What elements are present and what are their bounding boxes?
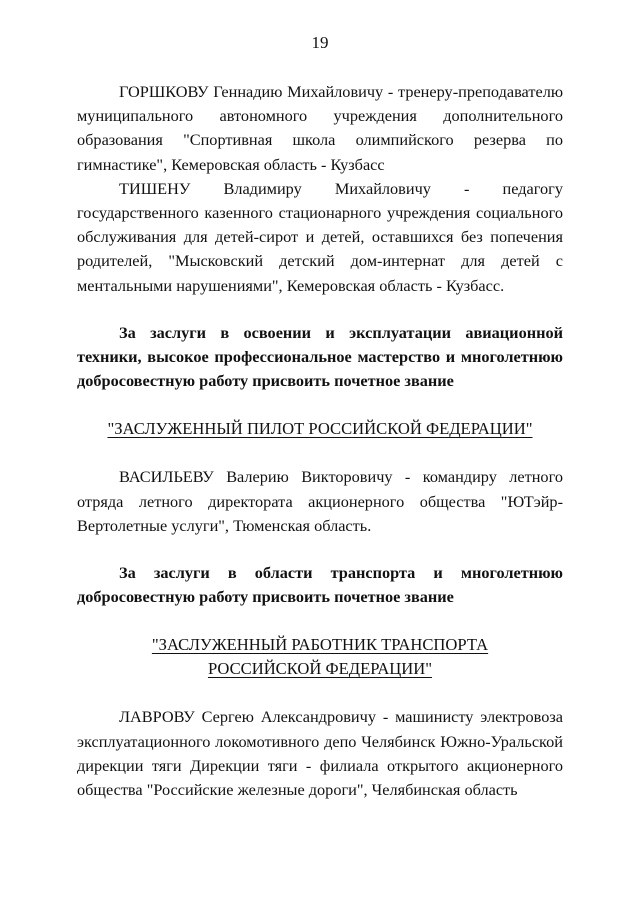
award-paragraph-tishenu: ТИШЕНУ Владимиру Михайловичу - педагогу государственного казенного стационарного учреждения социального обслуживания для детей-сирот и детей, оставшихся без попечения родителей, "Мысковский детский дом-интернат для детей с ментальными нарушениями", Кемеровская область - Кузбасс. — [77, 178, 563, 295]
document-body — [77, 80, 563, 802]
award-paragraph-gorshkov: ГОРШКОВУ Геннадию Михайловичу - тренеру-преподавателю муниципального автономного учреждения дополнительного образования "Спортивная школа олимпийского резерва по гимнастике", Кемеровская область - Кузбасс — [77, 82, 563, 174]
honorary-title-pilot: "ЗАСЛУЖЕННЫЙ ПИЛОТ РОССИЙСКОЙ ФЕДЕРАЦИИ" — [107, 419, 533, 439]
award-paragraph-vasilyev: ВАСИЛЬЕВУ Валерию Викторовичу - командиру летного отряда летного директората акционерного общества "ЮТэйр-Вертолетные услуги", Тюменская область. — [77, 467, 563, 535]
award-paragraph-lavrov: ЛАВРОВУ Сергею Александровичу - машинисту электровоза эксплуатационного локомотивного депо Челябинск Южно-Уральской дирекции тяги Дирекции тяги - филиала открытого акционерного общества "Российские железные дороги", Челябинская область — [77, 707, 563, 800]
page-number: 19 — [311, 33, 329, 52]
honorary-title-transport-line2: РОССИЙСКОЙ ФЕДЕРАЦИИ" — [207, 659, 433, 679]
decree-text-aviation: За заслуги в освоении и эксплуатации авиационной техники, высокое профессиональное мастерство и многолетнюю добросовестную работу присвоить почетное звание — [77, 322, 563, 391]
decree-text-transport: За заслуги в области транспорта и многолетнюю добросовестную работу присвоить почетное звание — [77, 563, 563, 607]
honorary-title-transport-line1: "ЗАСЛУЖЕННЫЙ РАБОТНИК ТРАНСПОРТА — [151, 635, 489, 655]
